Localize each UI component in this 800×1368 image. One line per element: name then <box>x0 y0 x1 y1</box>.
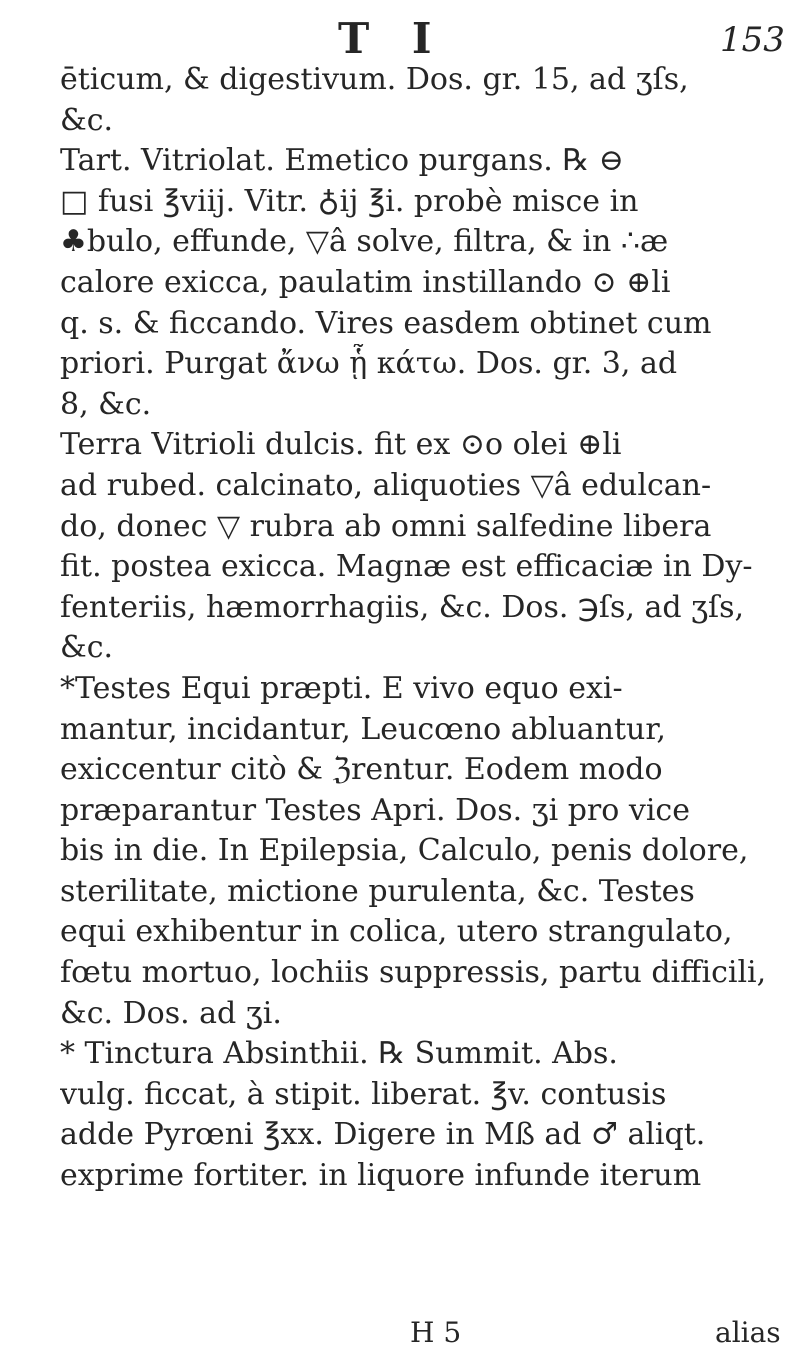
text-line: mantur, incidantur, Leucœno abluantur, <box>60 711 666 747</box>
text-line: do, donec ▽ rubra ab omni salfedine libera <box>60 508 712 544</box>
text-line: adde Pyrœni ℥xx. Digere in Mß ad ♂ aliqt. <box>60 1117 706 1153</box>
signature-mark: H 5 <box>410 1316 462 1349</box>
text-line: ♣bulo, effunde, ▽â solve, filtra, & in ∴æ <box>60 224 669 260</box>
text-line: &c. <box>60 102 114 138</box>
text-line: bis in die. In Epilepsia, Calculo, penis dolore, <box>60 833 749 869</box>
text-line: Tart. Vitriolat. Emetico purgans. ℞ ⊖ <box>60 143 624 179</box>
text-line: exprime fortiter. in liquore infunde iterum <box>60 1158 702 1194</box>
text-line: *Testes Equi præpti. E vivo equo exi- <box>60 670 623 706</box>
page-number: 153 <box>720 20 785 60</box>
running-title: T I <box>338 14 446 63</box>
catchword: alias <box>715 1316 781 1349</box>
text-line: equi exhibentur in colica, utero strangulato, <box>60 914 733 950</box>
text-line: 8, &c. <box>60 386 152 422</box>
text-line: &c. Dos. ad ʒi. <box>60 995 282 1031</box>
text-line: exiccentur citò & ℨrentur. Eodem modo <box>60 752 663 788</box>
page-header <box>0 14 800 62</box>
text-line: q. s. & ficcando. Vires easdem obtinet cum <box>60 305 712 341</box>
body-text <box>60 60 795 1197</box>
text-line: vulg. ficcat, à stipit. liberat. ℥v. contusis <box>60 1076 667 1112</box>
text-line: præparantur Testes Apri. Dos. ʒi pro vice <box>60 792 690 828</box>
text-line: priori. Purgat ἄνω ᾗ κάτω. Dos. gr. 3, ad <box>60 346 678 382</box>
text-line: sterilitate, mictione purulenta, &c. Testes <box>60 873 695 909</box>
text-line: ēticum, & digestivum. Dos. gr. 15, ad ʒſs, <box>60 62 689 97</box>
text-line: &c. <box>60 630 114 666</box>
text-line: calore exicca, paulatim instillando ⊙ ⊕li <box>60 264 671 300</box>
text-line: fenteriis, hæmorrhagiis, &c. Dos. ℈ſs, ad ʒſs, <box>60 589 745 625</box>
text-line: fit. postea exicca. Magnæ est efficaciæ in Dy- <box>60 549 753 585</box>
text-line: □ fusi ℥viij. Vitr. ♁ij ℥i. probè misce in <box>60 183 639 219</box>
text-line: Terra Vitrioli dulcis. fit ex ⊙o olei ⊕li <box>60 427 622 463</box>
text-line: * Tinctura Absinthii. ℞ Summit. Abs. <box>60 1036 618 1072</box>
text-line: ad rubed. calcinato, aliquoties ▽â edulcan- <box>60 467 712 503</box>
text-line: fœtu mortuo, lochiis suppressis, partu difficili, <box>60 955 767 991</box>
